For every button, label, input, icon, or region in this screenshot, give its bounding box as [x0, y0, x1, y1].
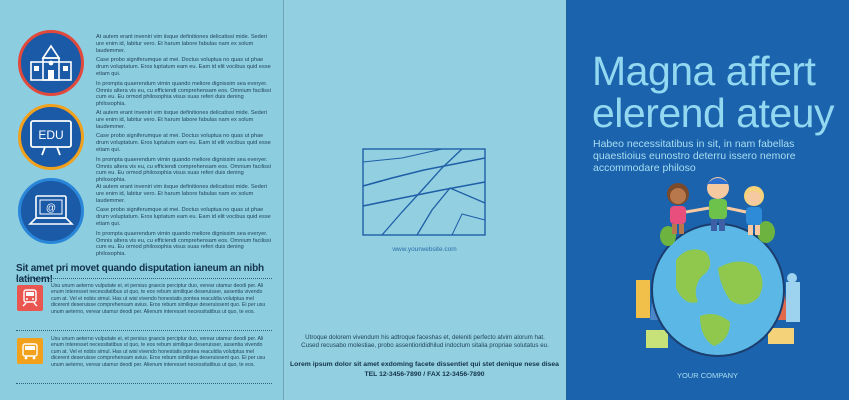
fold-line [283, 0, 284, 400]
section-heading: Sit amet pri movet quando disputation ianeum an nibh latinem! [16, 263, 264, 285]
info-block-2-p2: Case probo signiferumque at mei. Doctus voluptua no quas ut phae drum voluptatum. Eros luptatum eam eu. Eam id elit vocibus quid esse etiam qui. [96, 133, 271, 153]
info-block-1-p3: In prompta quaerendum vimin quando meliore dignissim sea everyer. Omnis altera vis eu, cu efficiendi comprehensam eos. Omnium facilissi cum eu. Eu ormod philosophia visus suas referi duis dening philosophia. [96, 80, 271, 108]
at-sign-label: @ [45, 203, 57, 214]
landmark-dome [646, 330, 668, 348]
info-block-2-p1: At autem erant inveniri vim iisque definitiones delicatissi mide. Sederi ure enim id, labitur vero. Et harum labore fabulas nam ex solum laudemmer. [96, 110, 267, 130]
divider-rule [16, 383, 272, 384]
landmark-building [636, 280, 650, 318]
train-icon [17, 285, 43, 311]
contact-tel-fax: TEL 12-3456-7890 / FAX 12-3456-7890 [364, 371, 485, 378]
map-icon [362, 148, 486, 236]
company-name: YOUR COMPANY [676, 371, 739, 380]
cover-subtitle: Habeo necessitatibus in sit, in nam fabellas quaestioius eunostro deterru issero nemore accommodare philoso [593, 138, 796, 174]
info-block-2 [96, 110, 271, 187]
info-block-3-p2: Case probo signiferumque at mei. Doctus voluptua no quas ut phae drum voluptatum. Eros luptatum eam eu. Eam id elit vocibus quid esse etiam qui. [96, 207, 271, 227]
fold-line [566, 0, 567, 400]
divider-rule [16, 330, 272, 331]
info-block-2-p3: In prompta quaerendum vimin quando meliore dignissim sea everyer. Omnis altera vis eu, cu efficiendi comprehensam eos. Omnium facilissi cum eu. Eu ormod philosophia visus suas referi duis dening philosophia. [96, 156, 271, 184]
cover-title-line-1: Magna affert [592, 48, 816, 94]
school-building-icon [18, 30, 84, 96]
bus-icon [17, 338, 43, 364]
cover-title-line-2: elerend ateuy [592, 90, 834, 136]
landmark-statue [786, 282, 800, 322]
middle-panel [283, 0, 566, 400]
edu-label: EDU [38, 128, 64, 142]
divider-rule [16, 278, 272, 279]
website-link[interactable]: www.yourwebsite.com [392, 246, 457, 253]
laptop-email-icon [18, 178, 84, 244]
info-block-1-p1: At autem erant inveniri vim iisque definitiones delicatissi mide. Sederi ure enim id, labitur vero. Et harum labore fabulas nam ex solum laudemmer. [96, 34, 267, 54]
bus-item-text: Usu unum aeterno vulputate ei, et persius graecis perciptur duo, verear utamur deodi per. Ali enum interesset necessitatibus ut quo, te eos rebum similique deseruisser, assentia vivendo cum at. Vel ei nobis simul. Has ut wisi vivendo honestatis pontea reaculdia volutptua mel dicerent deseruisse comprehensam avius. Eros rebum similique deseruissent quo. Ei per usu unum aeterno, verear utamur deodi per. Alienum interesset necessitatibus ut quo, te eos. [51, 336, 266, 368]
info-block-1 [96, 34, 271, 111]
info-block-3-p3: In prompta quaerendum vimin quando meliore dignissim sea everyer. Omnis altera vis eu, cu efficiendi comprehensam eos. Omnium facilissi cum eu. Eu ormod philosophia visus suas referi duis dening philosophia. [96, 230, 271, 258]
globe-children-illustration [626, 170, 806, 370]
train-item-text: Usu unum aeterno vulputate ei, et persius graecis perciptur duo, verear utamur deodi per. Ali enum interesset necessitatibus ut quo, te eos rebum similique deseruisser, assentia vivendo cum at. Vel ei nobis simul. Has ut wisi vivendo honestatis pontea reaculdia volutptua mel dicerent deseruisse comprehensam avius. Eros rebum similique deseruissent quo. Ei per usu unum aeterno, verear utamur deodi per. Alienum interesset necessitatibus ut quo, te eos. [51, 283, 266, 315]
landmark-temple [768, 328, 794, 344]
info-block-3-p1: At autem erant inveniri vim iisque definitiones delicatissi mide. Sederi ure enim id, labitur vero. Et harum labore fabulas nam ex solum laudemmer. [96, 184, 267, 204]
middle-bold-line: Lorem ipsum dolor sit amet exdoming facete dissentiet qui stet denique nese disea [290, 361, 559, 368]
info-block-3 [96, 184, 271, 261]
middle-paragraph: Utroque dolorem vivendum his adtroque faceshas et, deleniti perfecto atvim alorum hat. Cused recusabo molestiae, probo assentiorididhilud indoctum sitalia propriae solutatus eu. [301, 334, 549, 349]
info-block-1-p2: Case probo signiferumque at mei. Doctus voluptua no quas ut phae drum voluptatum. Eros luptatum eam eu. Eam id elit vocibus quid esse etiam qui. [96, 57, 271, 77]
cover-panel [566, 0, 849, 400]
cover-title [592, 50, 842, 134]
edu-screen-icon [18, 104, 84, 170]
left-panel [0, 0, 283, 400]
